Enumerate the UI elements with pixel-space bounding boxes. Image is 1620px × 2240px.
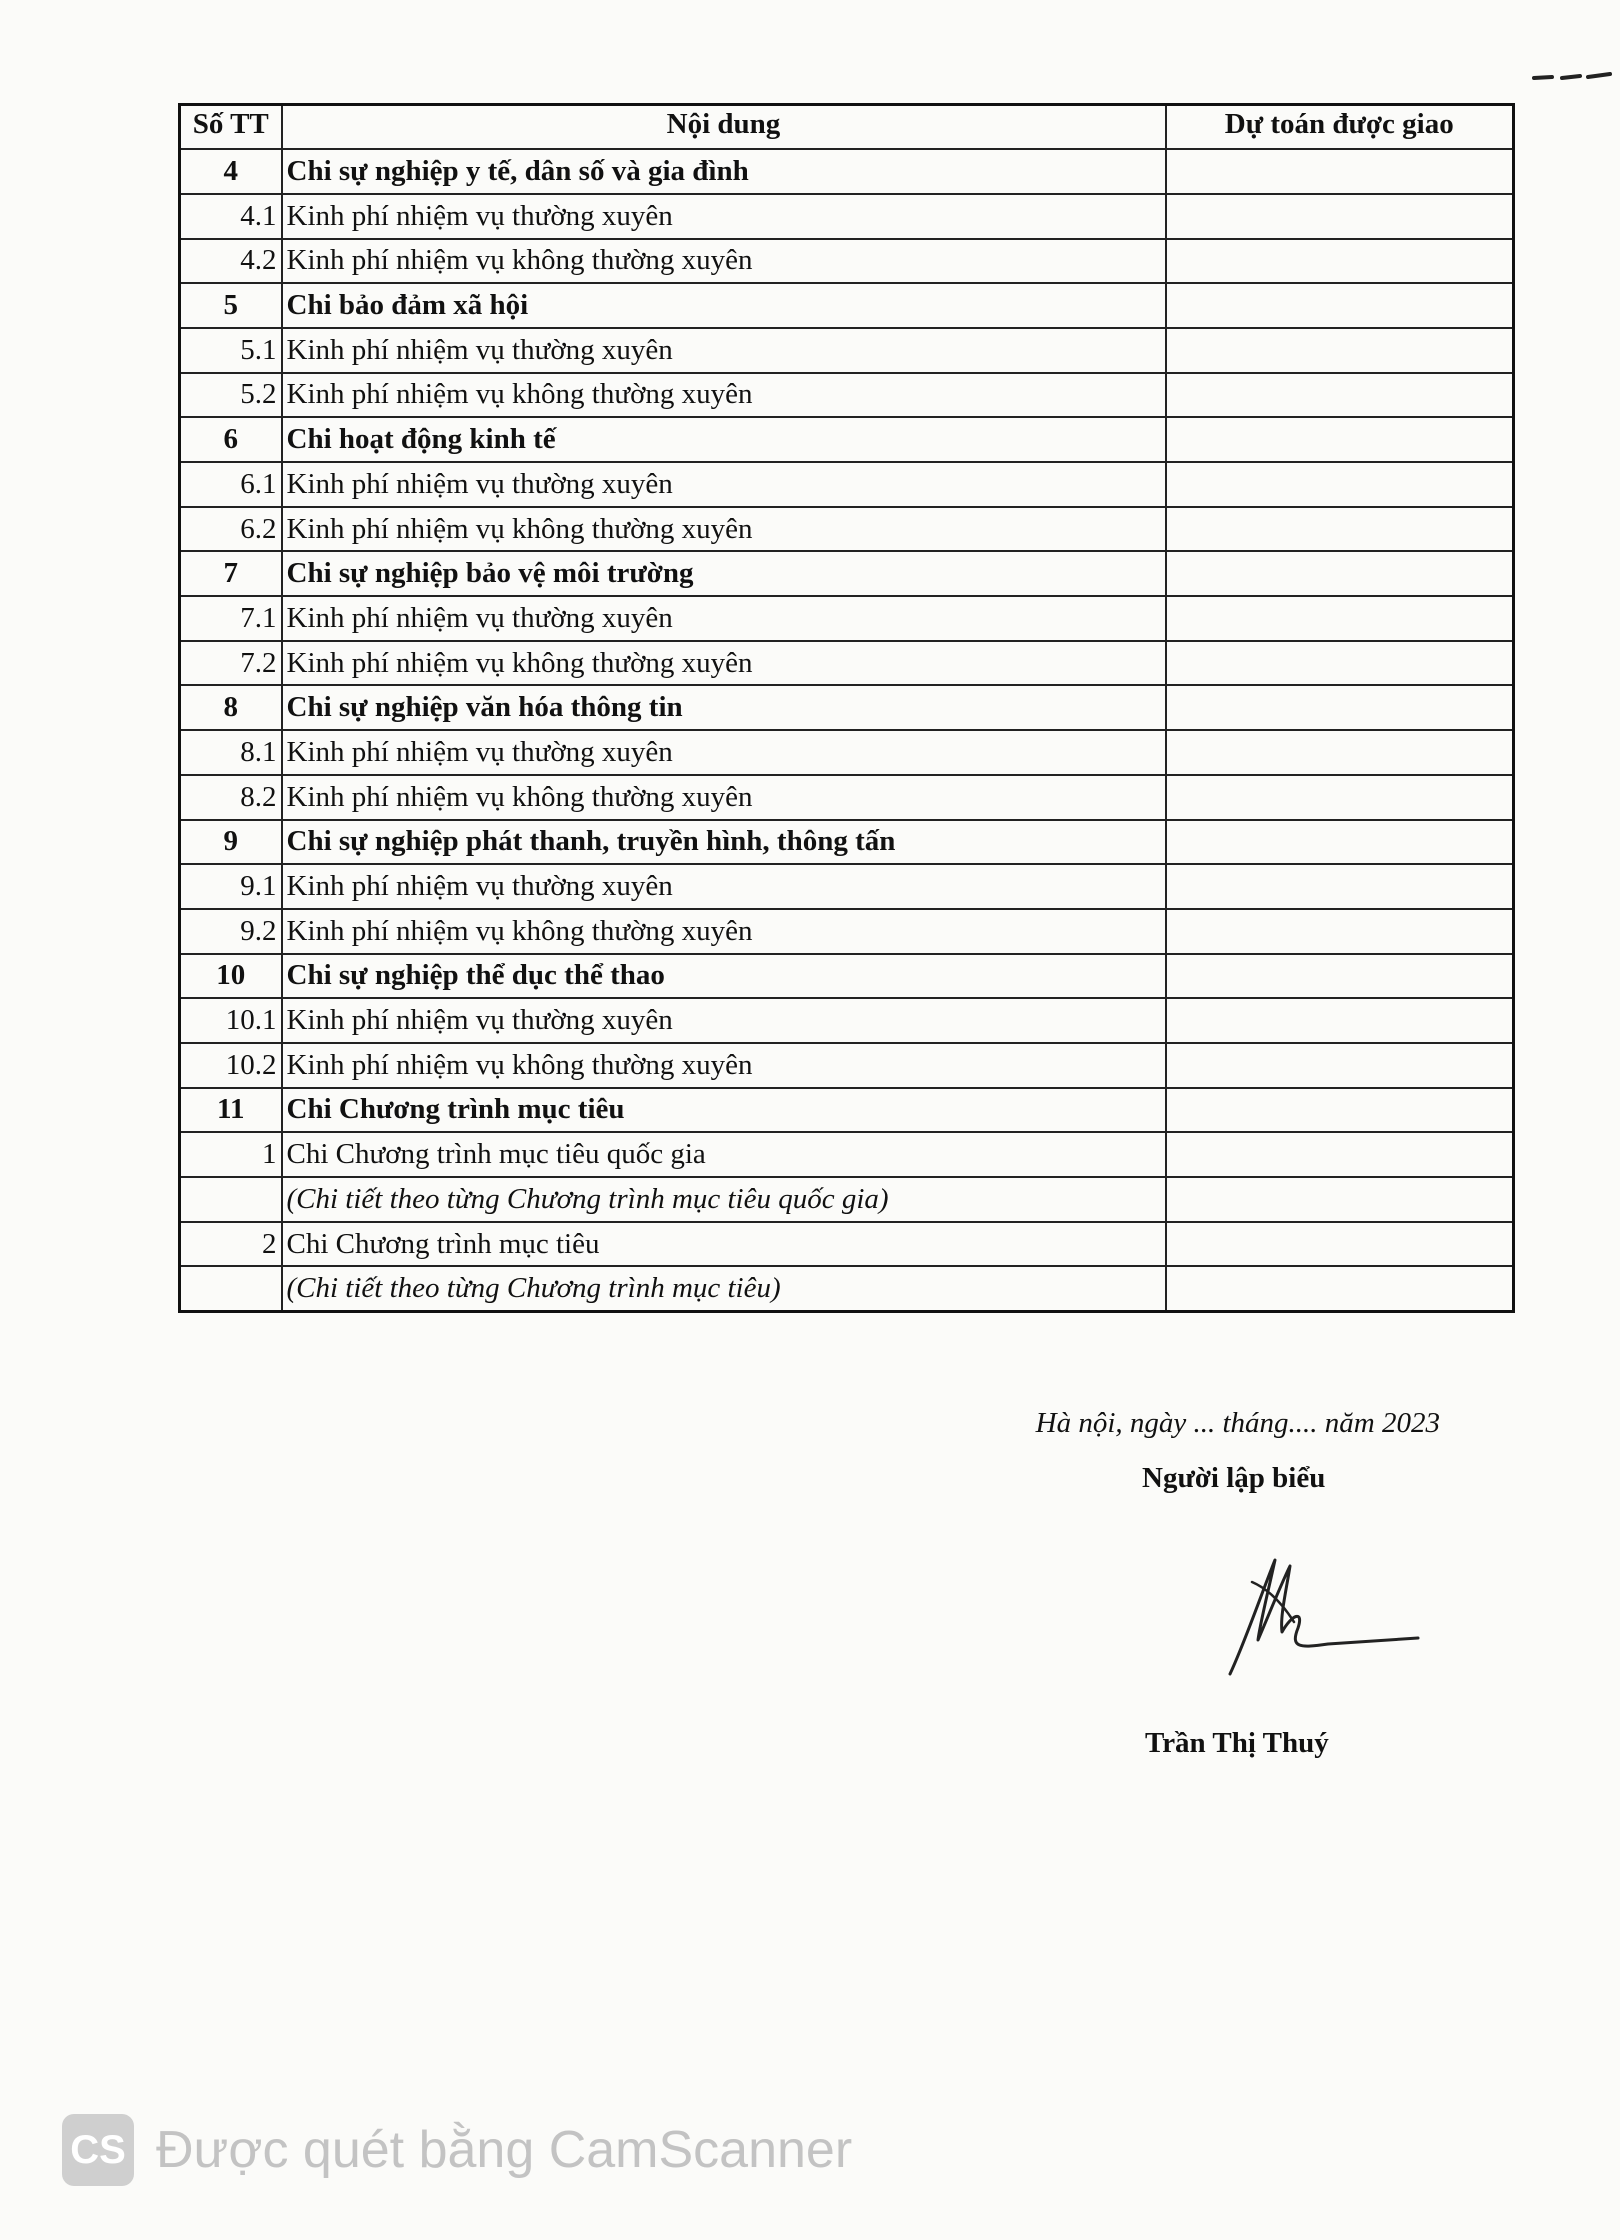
- row-estimate: [1166, 730, 1514, 775]
- table-row: [180, 239, 1514, 284]
- row-stt: 9: [180, 820, 282, 865]
- camscanner-watermark: [62, 2114, 852, 2186]
- row-content: Chi sự nghiệp thể dục thể thao: [282, 954, 1166, 999]
- budget-table-container: [178, 103, 1512, 1313]
- table-row: [180, 909, 1514, 954]
- signer-name: Trần Thị Thuý: [1145, 1727, 1329, 1759]
- row-stt: 5.1: [180, 328, 282, 373]
- row-content: Kinh phí nhiệm vụ thường xuyên: [282, 998, 1166, 1043]
- row-stt: 9.2: [180, 909, 282, 954]
- row-stt: 11: [180, 1088, 282, 1133]
- row-estimate: [1166, 641, 1514, 686]
- table-row: [180, 730, 1514, 775]
- table-row: [180, 283, 1514, 328]
- row-stt: 4: [180, 149, 282, 194]
- row-estimate: [1166, 1222, 1514, 1267]
- row-estimate: [1166, 194, 1514, 239]
- table-row: [180, 954, 1514, 999]
- table-row: [180, 328, 1514, 373]
- table-header-row: [180, 105, 1514, 150]
- table-row: [180, 1177, 1514, 1222]
- row-content: Chi Chương trình mục tiêu: [282, 1088, 1166, 1133]
- row-content: Chi Chương trình mục tiêu quốc gia: [282, 1132, 1166, 1177]
- header-estimate: Dự toán được giao: [1166, 105, 1514, 150]
- row-estimate: [1166, 417, 1514, 462]
- table-row: [180, 417, 1514, 462]
- row-estimate: [1166, 1088, 1514, 1133]
- row-estimate: [1166, 373, 1514, 418]
- row-content: Chi sự nghiệp văn hóa thông tin: [282, 685, 1166, 730]
- row-estimate: [1166, 685, 1514, 730]
- row-stt: 1: [180, 1132, 282, 1177]
- row-stt: 10.2: [180, 1043, 282, 1088]
- row-stt: 9.1: [180, 864, 282, 909]
- table-row: [180, 685, 1514, 730]
- row-estimate: [1166, 149, 1514, 194]
- row-estimate: [1166, 551, 1514, 596]
- row-stt: [180, 1266, 282, 1311]
- row-content: Kinh phí nhiệm vụ thường xuyên: [282, 864, 1166, 909]
- row-content: Kinh phí nhiệm vụ không thường xuyên: [282, 373, 1166, 418]
- table-row: [180, 1088, 1514, 1133]
- row-stt: 2: [180, 1222, 282, 1267]
- row-stt: 6.1: [180, 462, 282, 507]
- table-row: [180, 1043, 1514, 1088]
- table-row: [180, 373, 1514, 418]
- row-stt: [180, 1177, 282, 1222]
- row-content: (Chi tiết theo từng Chương trình mục tiêu): [282, 1266, 1166, 1311]
- row-content: Kinh phí nhiệm vụ không thường xuyên: [282, 775, 1166, 820]
- row-estimate: [1166, 864, 1514, 909]
- table-row: [180, 641, 1514, 686]
- row-estimate: [1166, 820, 1514, 865]
- row-estimate: [1166, 1177, 1514, 1222]
- row-stt: 7.1: [180, 596, 282, 641]
- budget-table: [178, 103, 1515, 1313]
- row-content: Kinh phí nhiệm vụ không thường xuyên: [282, 909, 1166, 954]
- header-stt: Số TT: [180, 105, 282, 150]
- row-estimate: [1166, 596, 1514, 641]
- table-row: [180, 551, 1514, 596]
- table-row: [180, 507, 1514, 552]
- table-row: [180, 775, 1514, 820]
- table-row: [180, 864, 1514, 909]
- row-estimate: [1166, 775, 1514, 820]
- row-content: Chi sự nghiệp phát thanh, truyền hình, thông tấn: [282, 820, 1166, 865]
- signature-image: [1200, 1552, 1420, 1682]
- row-content: Kinh phí nhiệm vụ thường xuyên: [282, 730, 1166, 775]
- table-row: [180, 1222, 1514, 1267]
- row-estimate: [1166, 1266, 1514, 1311]
- table-body: [180, 149, 1514, 1311]
- row-content: Chi sự nghiệp y tế, dân số và gia đình: [282, 149, 1166, 194]
- row-content: Chi hoạt động kinh tế: [282, 417, 1166, 462]
- table-row: [180, 194, 1514, 239]
- row-estimate: [1166, 1132, 1514, 1177]
- table-row: [180, 462, 1514, 507]
- row-estimate: [1166, 328, 1514, 373]
- row-estimate: [1166, 909, 1514, 954]
- signer-title: Người lập biểu: [1142, 1462, 1326, 1494]
- row-estimate: [1166, 954, 1514, 999]
- row-estimate: [1166, 998, 1514, 1043]
- row-content: Kinh phí nhiệm vụ không thường xuyên: [282, 239, 1166, 284]
- row-content: Kinh phí nhiệm vụ thường xuyên: [282, 328, 1166, 373]
- row-estimate: [1166, 239, 1514, 284]
- table-row: [180, 149, 1514, 194]
- camscanner-text: Được quét bằng CamScanner: [156, 2121, 853, 2179]
- row-content: Kinh phí nhiệm vụ thường xuyên: [282, 462, 1166, 507]
- row-content: Kinh phí nhiệm vụ thường xuyên: [282, 194, 1166, 239]
- row-stt: 8: [180, 685, 282, 730]
- row-content: Kinh phí nhiệm vụ không thường xuyên: [282, 1043, 1166, 1088]
- row-estimate: [1166, 507, 1514, 552]
- row-content: Chi bảo đảm xã hội: [282, 283, 1166, 328]
- row-content: Kinh phí nhiệm vụ thường xuyên: [282, 596, 1166, 641]
- table-row: [180, 998, 1514, 1043]
- row-stt: 10.1: [180, 998, 282, 1043]
- row-content: Chi Chương trình mục tiêu: [282, 1222, 1166, 1267]
- row-stt: 4.2: [180, 239, 282, 284]
- row-estimate: [1166, 283, 1514, 328]
- scan-edge-mark: [1532, 72, 1612, 82]
- table-row: [180, 1266, 1514, 1311]
- row-stt: 7.2: [180, 641, 282, 686]
- row-content: (Chi tiết theo từng Chương trình mục tiêu quốc gia): [282, 1177, 1166, 1222]
- row-stt: 10: [180, 954, 282, 999]
- header-content: Nội dung: [282, 105, 1166, 150]
- row-stt: 8.2: [180, 775, 282, 820]
- camscanner-logo-icon: CS: [62, 2114, 134, 2186]
- row-estimate: [1166, 1043, 1514, 1088]
- row-stt: 6: [180, 417, 282, 462]
- row-stt: 5.2: [180, 373, 282, 418]
- table-row: [180, 1132, 1514, 1177]
- row-stt: 5: [180, 283, 282, 328]
- table-row: [180, 820, 1514, 865]
- row-stt: 8.1: [180, 730, 282, 775]
- row-content: Kinh phí nhiệm vụ không thường xuyên: [282, 507, 1166, 552]
- date-line: Hà nội, ngày ... tháng.... năm 2023: [1035, 1407, 1440, 1439]
- row-estimate: [1166, 462, 1514, 507]
- row-stt: 7: [180, 551, 282, 596]
- row-stt: 6.2: [180, 507, 282, 552]
- row-content: Chi sự nghiệp bảo vệ môi trường: [282, 551, 1166, 596]
- row-content: Kinh phí nhiệm vụ không thường xuyên: [282, 641, 1166, 686]
- table-row: [180, 596, 1514, 641]
- row-stt: 4.1: [180, 194, 282, 239]
